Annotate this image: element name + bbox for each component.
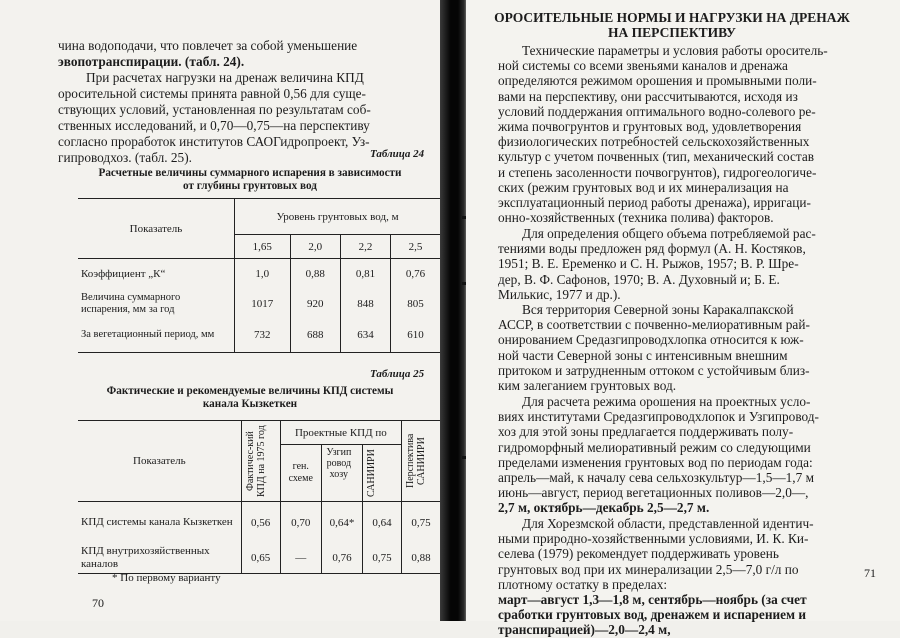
text-line: хоз для этой зоны предлагается поддерживать полу-: [498, 424, 794, 440]
text-line: Для расчета режима орошения на проектных усло-: [522, 394, 811, 409]
text-line: вами на перспективу, они рассчитываются, исходя из: [498, 88, 798, 104]
text-line: Для определения общего объема потребляемой рас-: [522, 226, 816, 241]
row-label: Величина суммарного испарения, мм за год: [78, 289, 235, 319]
table25-footnote: * По первому варианту: [112, 572, 221, 584]
text-line: условий поддержания оптимального водно-солевого ре-: [498, 103, 816, 119]
text-line: сработки грунтовых вод, дренажем и испарением и: [498, 607, 807, 623]
table24-title: [70, 167, 430, 193]
text-line: эвопотранспирации. (табл. 24).: [58, 54, 245, 69]
col-header-text: Перспектива САНИИРИ: [405, 433, 428, 489]
text-line: ной системы со всеми звеньями каналов и дренажа: [498, 58, 788, 74]
row-label: КПД внутрихозяйственных каналов: [78, 544, 241, 574]
text-line: плотному остатку в пределах:: [498, 576, 668, 592]
title-line: Расчетные величины суммарного испарения в зависимости: [98, 167, 402, 179]
right-page: [466, 0, 900, 638]
row-label: Коэффициент „К“: [78, 259, 235, 289]
cell: 0,76: [405, 267, 426, 280]
text-line: чина водоподачи, что повлечет за собой уменьшение: [58, 38, 358, 53]
row-label: За вегетационный период, мм: [78, 319, 235, 353]
title-line: канала Кызкеткен: [202, 398, 298, 410]
text-line: онированием Средазгипроводхлопка относится к юж-: [498, 332, 804, 348]
col-header-text: САНИИРИ: [366, 449, 378, 498]
page-number: 71: [864, 566, 876, 580]
text-line: 2,7 м, октябрь—декабрь 2,5—2,7 м.: [498, 500, 710, 516]
cell: 1017: [235, 289, 291, 319]
table-row: [78, 289, 440, 319]
cell: 0,64: [363, 502, 402, 544]
table24-col: 2,0: [290, 235, 340, 259]
title-line: Фактические и рекомендуемые величины КПД системы: [106, 385, 394, 397]
cell: 0,75: [363, 544, 402, 574]
table24-col: 2,5: [391, 235, 440, 259]
text-line: оросительной системы принята равной 0,56 для суще-: [58, 86, 366, 101]
text-line: транспирацией)—2,0—2,4 м,: [498, 622, 671, 638]
table24: [78, 198, 440, 353]
cell: —: [280, 544, 321, 574]
right-paragraph-5: [498, 516, 876, 638]
cell: 0,75: [411, 516, 431, 529]
right-paragraph-4: [498, 394, 876, 516]
table24-group-header: Уровень грунтовых вод, м: [235, 199, 441, 235]
cell: 0,88: [402, 544, 440, 574]
text-line: пределами изменения грунтовых вод по периодам года:: [498, 454, 813, 470]
cell: 634: [340, 319, 390, 353]
cell: 920: [290, 289, 340, 319]
right-paragraph-3: [498, 302, 876, 393]
cell: 0,76: [321, 544, 362, 574]
right-paragraph-1: [498, 43, 876, 225]
table-row: [78, 319, 440, 353]
text-line: Для Хорезмской области, представленной идентич-: [522, 516, 814, 531]
text-line: эксплуатационный период работы дренажа), ирригаци-: [498, 195, 811, 211]
table-row: [78, 259, 440, 289]
cell: 732: [235, 319, 291, 353]
table24-header-label: Показатель: [78, 199, 235, 259]
table25-caption: Таблица 25: [370, 368, 425, 380]
right-paragraph-2: [498, 226, 876, 302]
text-line: дер, В. Ф. Сафонов, 1970; В. А. Духовный и; Б. Е.: [498, 271, 780, 287]
col-header-text: Узгипроводхозу: [326, 447, 352, 481]
text-line: гидроморфный мелиоративный режим со следующими: [498, 439, 811, 455]
text-line: июнь—август, период вегетационных поливов—2,0—,: [498, 485, 809, 501]
cell: 0,88: [290, 259, 340, 289]
title-line: от глубины грунтовых вод: [183, 180, 317, 192]
table-row: [78, 544, 440, 574]
table25-col-saniiri: [363, 445, 402, 502]
heading-line: ОРОСИТЕЛЬНЫЕ НОРМЫ И НАГРУЗКИ НА ДРЕНАЖ: [494, 10, 850, 25]
text-line: грунтовых вод при их минерализации 2,5—7,0 г/л по: [498, 561, 799, 577]
text-line: ными природно-хозяйственными условиями, И. К. Ки-: [498, 531, 809, 547]
text-line: Милькис, 1977 и др.).: [498, 286, 621, 302]
text-line: ким залеганием грунтовых вод.: [498, 378, 677, 394]
cell: 0,64*: [321, 502, 362, 544]
text-line: март—август 1,3—1,8 м, сентябрь—ноябрь (за счет: [498, 592, 807, 608]
cell: 0,56: [241, 502, 280, 544]
text-line: физиологических потребностей сельскохозяйственных: [498, 134, 810, 150]
cell: 610: [391, 319, 440, 353]
table25-col-fact: [241, 421, 280, 502]
col-header-text: Фактичес-кий КПД на 1975 год: [244, 425, 267, 497]
cell: 688: [290, 319, 340, 353]
section-heading: [480, 10, 864, 40]
text-line: При расчетах нагрузки на дренаж величина КПД: [86, 70, 364, 85]
table-row: [78, 502, 440, 544]
text-line: гипроводхоз. (табл. 25).: [58, 150, 192, 165]
text-line: Вся территория Северной зоны Каракалпакской: [522, 302, 794, 317]
text-line: селева (1979) рекомендует поддерживать уровень: [498, 546, 779, 562]
text-line: ствующих условий, установленная по результатам соб-: [58, 102, 371, 117]
cell: 0,70: [280, 502, 321, 544]
table25: [78, 420, 440, 574]
cell: 805: [407, 297, 424, 310]
text-line: ственных исследований, и 0,70—0,75—на перспективу: [58, 118, 370, 133]
text-line: и степень засоленности почвогрунтов), гидрогеологиче-: [498, 164, 817, 180]
table25-group-header: Проектные КПД по: [280, 421, 401, 445]
text-line: ной части Северной зоны с интенсивным внешним: [498, 347, 788, 363]
text-line: АССР, в соответствии с почвенно-мелиоративным рай-: [498, 317, 810, 333]
text-line: притоком и затрудненным оттоком с устойчивым близ-: [498, 362, 810, 378]
table25-header-label: Показатель: [78, 421, 241, 502]
table25-title: [70, 385, 430, 411]
cell: 848: [340, 289, 390, 319]
text-line: Технические параметры и условия работы ороситель-: [522, 43, 828, 58]
cell: 0,65: [241, 544, 280, 574]
text-line: апрель—май, к началу сева сельхозкультур—1,5—1,7 м: [498, 470, 815, 486]
left-page: [0, 0, 446, 621]
table24-col: 2,2: [340, 235, 390, 259]
text-line: онно-хозяйственных (техника полива) факторов.: [498, 210, 774, 226]
text-line: согласно проработок институтов САОГидропроект, Уз-: [58, 134, 370, 149]
table24-col: 1,65: [235, 235, 291, 259]
table25-col-gen: ген. схеме: [280, 445, 321, 502]
text-line: культур с учетом почвенных (тип, механический состав: [498, 149, 815, 165]
text-line: ских (режим грунтовых вод и их минерализация на: [498, 179, 789, 195]
table25-col-persp: [402, 421, 440, 502]
cell: 1,0: [235, 259, 291, 289]
text-line: определяются режимом орошения и промывными поли-: [498, 73, 817, 89]
table25-col-uzgip: [321, 445, 362, 502]
text-line: тениями воды предложен ряд формул (А. Н. Костяков,: [498, 241, 806, 257]
row-label: КПД системы канала Кызкеткен: [78, 502, 241, 544]
text-line: 1951; В. Е. Еременко и С. Н. Рыжов, 1957; В. Р. Шре-: [498, 256, 799, 272]
heading-line: НА ПЕРСПЕКТИВУ: [608, 25, 736, 40]
cell: 0,81: [340, 259, 390, 289]
table24-caption: Таблица 24: [370, 148, 425, 160]
text-line: виях институтами Средазгипроводхлопок и Узгипровод-: [498, 409, 819, 425]
left-top-paragraph: [58, 38, 436, 166]
page-number: 70: [92, 596, 104, 610]
text-line: жима почвогрунтов и грунтовых вод, удовлетворения: [498, 119, 802, 135]
